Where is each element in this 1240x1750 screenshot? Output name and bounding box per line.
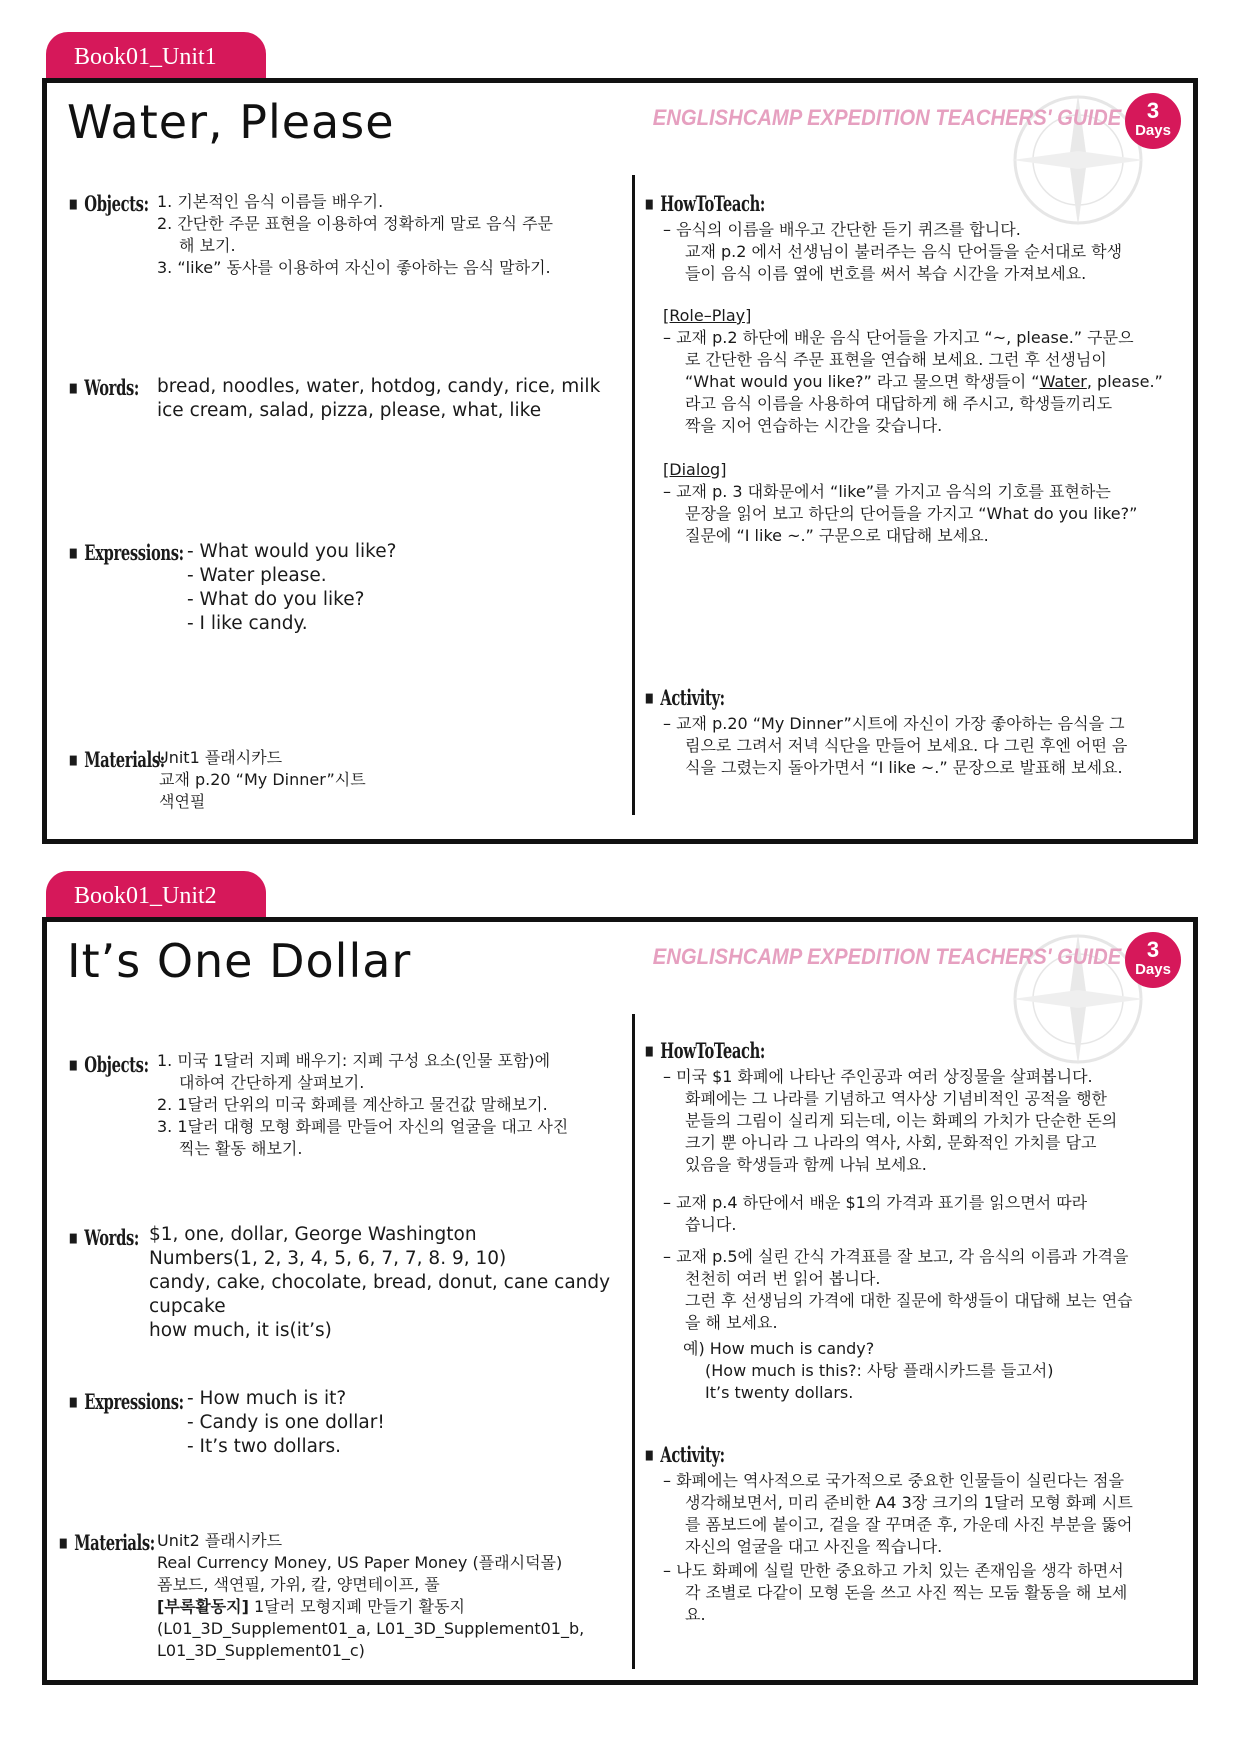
expressions-list xyxy=(187,540,396,636)
howtoteach-line: 을 해 보세요. xyxy=(685,1313,778,1332)
unit1-card xyxy=(42,78,1198,844)
objects-item: 3. 1달러 대형 모형 화폐를 만들어 자신의 얼굴을 대고 사진 xyxy=(157,1117,569,1136)
activity-text xyxy=(663,1470,1133,1626)
objects-item: 2. 1달러 단위의 미국 화폐를 계산하고 물건값 말해보기. xyxy=(157,1095,548,1114)
dialog-line: 문장을 읽어 보고 하단의 단어들을 가지고 “What do you like?” xyxy=(685,504,1138,523)
roleplay-line xyxy=(663,371,1163,393)
roleplay-line: 로 간단한 음식 주문 표현을 연습해 보세요. 그런 후 선생님이 xyxy=(685,350,1107,369)
dialog-line: – 교재 p. 3 대화문에서 “like”를 가지고 음식의 기호를 표현하는 xyxy=(663,482,1111,501)
words-line: $1, one, dollar, George Washington xyxy=(149,1224,477,1245)
materials-list xyxy=(157,1530,584,1662)
materials-item: (L01_3D_Supplement01_a, L01_3D_Supplement01_b, xyxy=(157,1619,585,1638)
materials-item: Unit2 플래시카드 xyxy=(157,1531,283,1550)
activity-line: 림으로 그려서 저녁 식단을 만들어 보세요. 다 그린 후엔 어떤 음 xyxy=(685,736,1128,755)
materials-item: 색연필 xyxy=(159,792,206,811)
objects-item: 대하여 간단하게 살펴보기. xyxy=(179,1073,365,1092)
roleplay-heading: [Role–Play] xyxy=(663,306,752,325)
activity-line: – 화폐에는 역사적으로 국가적으로 중요한 인물들이 실린다는 점을 xyxy=(663,1471,1124,1490)
objects-item: 1. 미국 1달러 지폐 배우기: 지폐 구성 요소(인물 포함)에 xyxy=(157,1051,551,1070)
example-line: 예) How much is candy? xyxy=(683,1339,875,1358)
activity-line: – 교재 p.20 “My Dinner”시트에 자신이 가장 좋아하는 음식을 그 xyxy=(663,714,1125,733)
expressions-label: ■ Expressions: xyxy=(69,1389,184,1414)
days-word: Days xyxy=(1135,122,1171,139)
expression-item: - What do you like? xyxy=(187,589,365,610)
days-badge xyxy=(1125,932,1181,988)
howtoteach-text xyxy=(663,1246,1133,1334)
expressions-label: ■ Expressions: xyxy=(69,540,184,565)
howtoteach-line: 천천히 여러 번 읽어 봅니다. xyxy=(685,1269,881,1288)
expression-item: - I like candy. xyxy=(187,613,308,634)
howtoteach-line: – 음식의 이름을 배우고 간단한 듣기 퀴즈를 합니다. xyxy=(663,220,1021,239)
howtoteach-line: 화폐에는 그 나라를 기념하고 역사상 기념비적인 공적을 행한 xyxy=(685,1089,1108,1108)
example-line: It’s twenty dollars. xyxy=(705,1383,854,1402)
objects-item: 2. 간단한 주문 표현을 이용하여 정확하게 말로 음식 주문 xyxy=(157,214,553,233)
expression-item: - What would you like? xyxy=(187,541,397,562)
howtoteach-line: 그런 후 선생님의 가격에 대한 질문에 학생들이 대답해 보는 연습 xyxy=(685,1291,1133,1310)
howtoteach-line: 크기 뿐 아니라 그 나라의 역사, 사회, 문화적인 가치를 담고 xyxy=(685,1133,1097,1152)
days-word: Days xyxy=(1135,961,1171,978)
materials-item: Unit1 플래시카드 xyxy=(157,748,283,767)
activity-line: – 나도 화폐에 실릴 만한 중요하고 가치 있는 존재임을 생각 하면서 xyxy=(663,1561,1124,1580)
roleplay-line-part: “What would you like?” 라고 물으면 학생들이 “ xyxy=(685,372,1040,391)
materials-appendix-label: [부록활동지] xyxy=(157,1597,249,1616)
expression-item: - Water please. xyxy=(187,565,327,586)
objects-item: 찍는 활동 해보기. xyxy=(179,1139,303,1158)
howtoteach-line: 있음을 학생들과 함께 나눠 보세요. xyxy=(685,1155,927,1174)
guide-label: ENGLISHCAMP EXPEDITION TEACHERS' GUIDE xyxy=(652,944,1121,969)
words-label: ■ Words: xyxy=(69,375,139,400)
roleplay-line-part: , please.” xyxy=(1086,372,1163,391)
unit2-tab: Book01_Unit2 xyxy=(46,871,266,919)
example-line: (How much is this?: 사탕 플래시카드를 들고서) xyxy=(705,1361,1054,1380)
dialog-text xyxy=(663,481,1137,547)
objects-list xyxy=(157,191,553,279)
dialog-line: 질문에 “I like ~.” 구문으로 대답해 보세요. xyxy=(685,526,989,545)
howtoteach-label: ■ HowToTeach: xyxy=(645,191,765,216)
words-list xyxy=(157,375,600,423)
activity-line: 식을 그렸는지 돌아가면서 “I like ~.” 문장으로 발표해 보세요. xyxy=(685,758,1123,777)
expression-item: - It’s two dollars. xyxy=(187,1436,342,1457)
page-title: It’s One Dollar xyxy=(67,934,412,988)
words-line: bread, noodles, water, hotdog, candy, rice, milk xyxy=(157,376,601,397)
howtoteach-text xyxy=(663,1066,1117,1176)
activity-line: 자신의 얼굴을 대고 사진을 찍습니다. xyxy=(685,1537,943,1556)
roleplay-line: 짝을 지어 연습하는 시간을 갖습니다. xyxy=(685,416,943,435)
words-list xyxy=(149,1223,610,1343)
activity-text xyxy=(663,713,1127,779)
days-number: 3 xyxy=(1146,937,1160,962)
words-line: Numbers(1, 2, 3, 4, 5, 6, 7, 7, 8. 9, 10) xyxy=(149,1248,507,1269)
objects-item: 1. 기본적인 음식 이름들 배우기. xyxy=(157,192,384,211)
unit2-card xyxy=(42,917,1198,1685)
roleplay-underlined-word: Water xyxy=(1039,372,1087,391)
materials-item: L01_3D_Supplement01_c) xyxy=(157,1641,365,1660)
page-title: Water, Please xyxy=(67,95,395,149)
expression-item: - Candy is one dollar! xyxy=(187,1412,385,1433)
activity-line: 를 폼보드에 붙이고, 겉을 잘 꾸며준 후, 가운데 사진 부분을 뚫어 xyxy=(685,1515,1133,1534)
materials-item xyxy=(157,1596,584,1618)
days-badge xyxy=(1125,93,1181,149)
activity-line: 요. xyxy=(685,1605,706,1624)
objects-label: ■ Objects: xyxy=(69,1052,149,1077)
materials-label: ■ Materials: xyxy=(59,1530,155,1555)
activity-label: ■ Activity: xyxy=(645,685,725,710)
howtoteach-line: 씁니다. xyxy=(685,1215,737,1234)
howtoteach-label: ■ HowToTeach: xyxy=(645,1038,765,1063)
words-label: ■ Words: xyxy=(69,1225,139,1250)
howtoteach-line: 분들의 그림이 실리게 되는데, 이는 화폐의 가치가 단순한 돈의 xyxy=(685,1111,1118,1130)
objects-item: 3. “like” 동사를 이용하여 자신이 좋아하는 음식 말하기. xyxy=(157,258,551,277)
howtoteach-line: – 미국 $1 화폐에 나타난 주인공과 여러 상징물을 살펴봅니다. xyxy=(663,1067,1093,1086)
roleplay-line: 라고 음식 이름을 사용하여 대답하게 해 주시고, 학생들끼리도 xyxy=(685,394,1113,413)
activity-line: 생각해보면서, 미리 준비한 A4 3장 크기의 1달러 모형 화폐 시트 xyxy=(685,1493,1133,1512)
objects-list xyxy=(157,1050,568,1160)
howtoteach-text xyxy=(663,1192,1087,1236)
roleplay-text xyxy=(663,327,1163,437)
expression-item: - How much is it? xyxy=(187,1388,347,1409)
objects-label: ■ Objects: xyxy=(69,191,149,216)
words-line: candy, cake, chocolate, bread, donut, cane candy xyxy=(149,1272,611,1293)
materials-item: 폼보드, 색연필, 가위, 칼, 양면테이프, 풀 xyxy=(157,1575,440,1594)
roleplay-line: – 교재 p.2 하단에 배운 음식 단어들을 가지고 “~, please.” 구문으 xyxy=(663,328,1134,347)
howtoteach-line: – 교재 p.4 하단에서 배운 $1의 가격과 표기를 읽으면서 따라 xyxy=(663,1193,1088,1212)
materials-appendix-text: 1달러 모형지폐 만들기 활동지 xyxy=(248,1597,465,1616)
materials-item: Real Currency Money, US Paper Money (플래시덕몰) xyxy=(157,1553,563,1572)
activity-label: ■ Activity: xyxy=(645,1442,725,1467)
words-line: ice cream, salad, pizza, please, what, like xyxy=(157,400,542,421)
dialog-heading: [Dialog] xyxy=(663,460,727,479)
days-number: 3 xyxy=(1146,98,1160,123)
unit1-tab: Book01_Unit1 xyxy=(46,32,266,80)
howtoteach-line: 들이 음식 이름 옆에 번호를 써서 복습 시간을 가져보세요. xyxy=(685,264,1087,283)
example-text xyxy=(683,1338,1053,1404)
column-divider xyxy=(632,1014,635,1669)
words-line: cupcake xyxy=(149,1296,226,1317)
howtoteach-text xyxy=(663,219,1122,285)
words-line: how much, it is(it’s) xyxy=(149,1320,332,1341)
materials-item: 교재 p.20 “My Dinner”시트 xyxy=(159,770,366,789)
expressions-list xyxy=(187,1387,385,1459)
howtoteach-line: 교재 p.2 에서 선생님이 불러주는 음식 단어들을 순서대로 학생 xyxy=(685,242,1123,261)
objects-item: 해 보기. xyxy=(179,236,236,255)
column-divider xyxy=(632,175,635,815)
guide-label: ENGLISHCAMP EXPEDITION TEACHERS' GUIDE xyxy=(652,105,1121,130)
howtoteach-line: – 교재 p.5에 실린 간식 가격표를 잘 보고, 각 음식의 이름과 가격을 xyxy=(663,1247,1129,1266)
materials-list xyxy=(157,747,366,813)
activity-line: 각 조별로 다같이 모형 돈을 쓰고 사진 찍는 모둠 활동을 해 보세 xyxy=(685,1583,1128,1602)
materials-label: ■ Materials: xyxy=(69,747,165,772)
